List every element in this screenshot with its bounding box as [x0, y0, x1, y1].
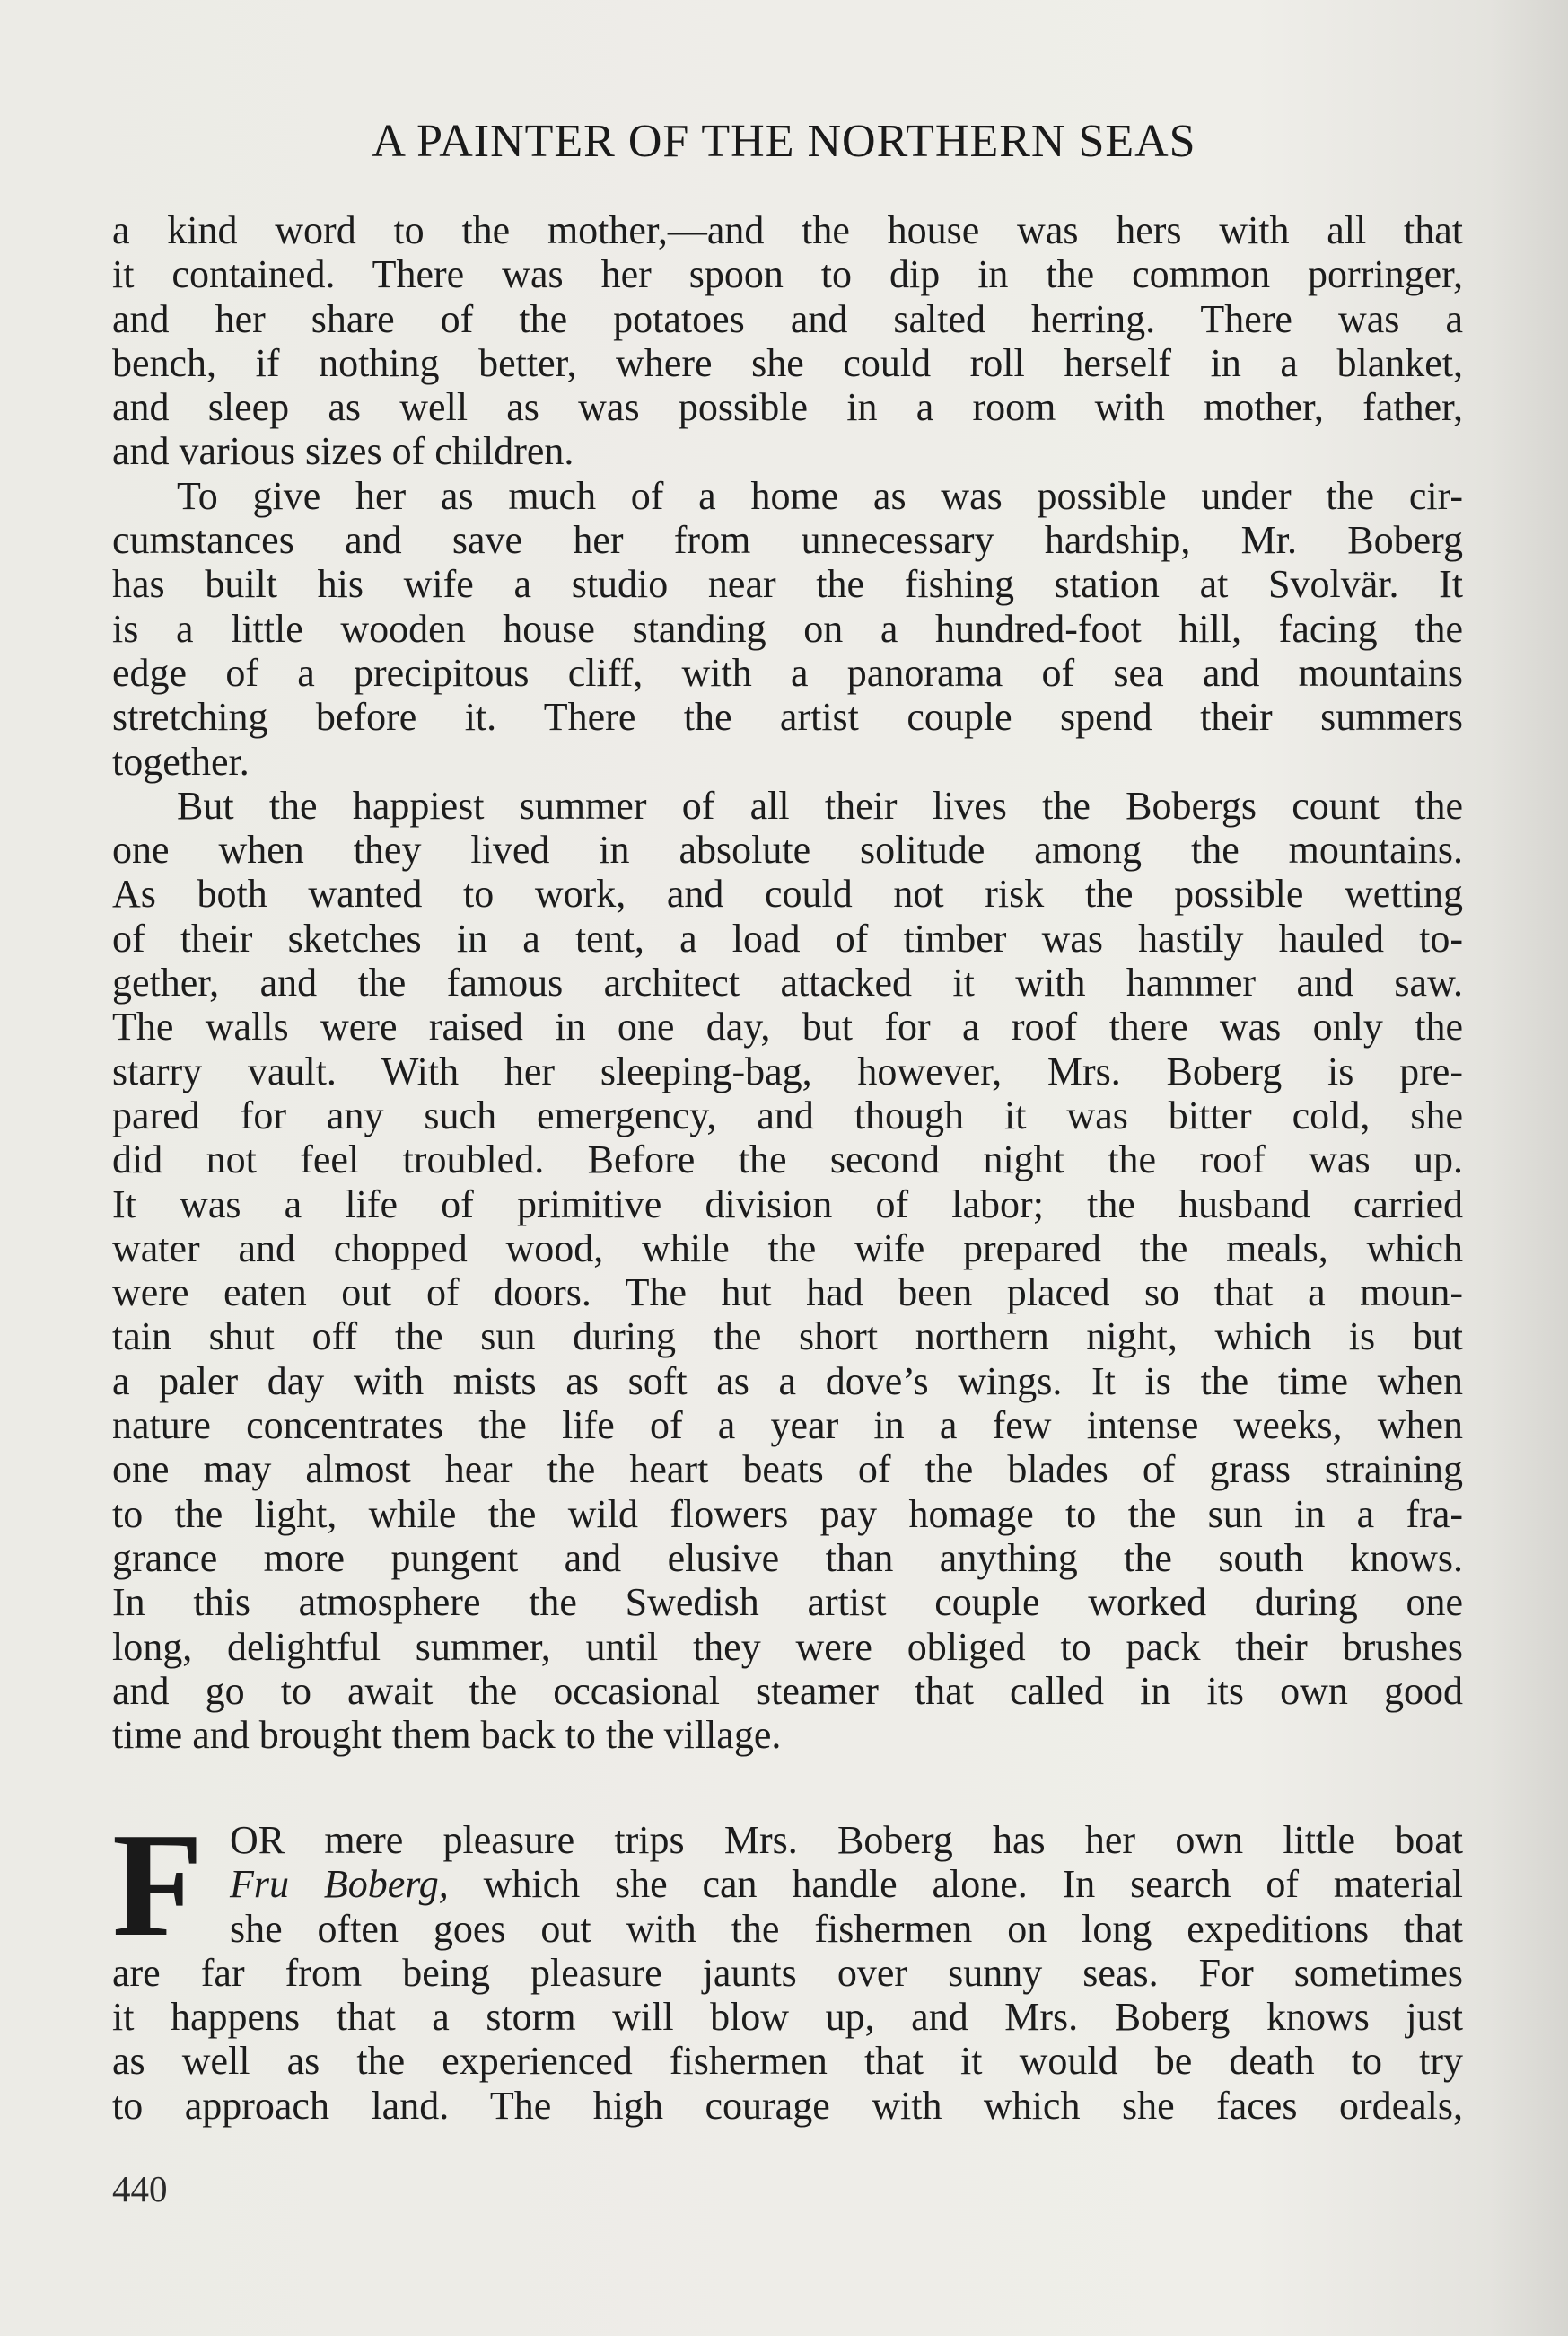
- text-line: a kind word to the mother,—and the house was hers with all that: [112, 208, 1463, 252]
- text-line: of their sketches in a tent, a load of timber was hastily hauled to-: [112, 916, 1463, 961]
- text-line: To give her as much of a home as was possible under the cir-: [177, 473, 1463, 518]
- text-line: a paler day with mists as soft as a dove’s wings. It is the time when: [112, 1358, 1463, 1403]
- boat-name: Fru Boberg,: [230, 1862, 449, 1907]
- text-line: bench, if nothing better, where she could roll herself in a blanket,: [112, 340, 1463, 385]
- text-line: grance more pungent and elusive than anything the south knows.: [112, 1535, 1463, 1580]
- text-line: stretching before it. There the artist couple spend their summers: [112, 695, 1463, 740]
- text-line: cumstances and save her from unnecessary hardship, Mr. Boberg: [112, 518, 1463, 563]
- text-line: edge of a precipitous cliff, with a panorama of sea and mountains: [112, 650, 1463, 695]
- text-line: did not feel troubled. Before the second night the roof was up.: [112, 1137, 1463, 1182]
- text-line: The walls were raised in one day, but for a roof there was only the: [112, 1005, 1463, 1049]
- text-line: pared for any such emergency, and though it was bitter cold, she: [112, 1093, 1463, 1137]
- page-number: 440: [112, 2168, 168, 2209]
- text-line: and various sizes of children.: [112, 429, 574, 474]
- text-line: as well as the experienced fishermen that it would be death to try: [112, 2039, 1463, 2084]
- text-line: time and brought them back to the village.: [112, 1713, 782, 1758]
- smallcaps-lead: OR: [230, 1818, 285, 1862]
- text-line: [112, 1862, 1463, 1906]
- section-text-block: [112, 1802, 1463, 2128]
- text-line: were eaten out of doors. The hut had been placed so that a moun-: [112, 1270, 1463, 1315]
- text-line: tain shut off the sun during the short northern night, which is but: [112, 1314, 1463, 1359]
- text-line: starry vault. With her sleeping-bag, however, Mrs. Boberg is pre-: [112, 1049, 1463, 1093]
- drop-cap: F: [112, 1802, 204, 1967]
- text-line: It was a life of primitive division of labor; the husband carried: [112, 1181, 1463, 1226]
- text-line: In this atmosphere the Swedish artist couple worked during one: [112, 1580, 1463, 1625]
- body-text-block: [112, 208, 1463, 1757]
- text-line: and her share of the potatoes and salted herring. There was a: [112, 296, 1463, 341]
- text-line: are far from being pleasure jaunts over sunny seas. For sometimes: [112, 1950, 1463, 1995]
- text-line: But the happiest summer of all their lives the Bobergs count the: [177, 783, 1463, 828]
- text-line: has built his wife a studio near the fishing station at Svolvär. It: [112, 562, 1463, 607]
- text-line: gether, and the famous architect attacked it with hammer and saw.: [112, 961, 1463, 1006]
- text-line: [112, 1818, 1463, 1862]
- text-line: As both wanted to work, and could not risk the possible wetting: [112, 872, 1463, 917]
- text-lines-rest: [112, 1951, 1463, 2128]
- text-line: to the light, while the wild flowers pay homage to the sun in a fra-: [112, 1491, 1463, 1536]
- text-line: it contained. There was her spoon to dip in the common porringer,: [112, 252, 1463, 297]
- text-line-rest: mere pleasure trips Mrs. Boberg has her own little boat: [285, 1818, 1463, 1862]
- text-line: together.: [112, 739, 250, 784]
- text-line: to approach land. The high courage with which she faces ordeals,: [112, 2083, 1463, 2128]
- text-line-rest: which she can handle alone. In search of material: [448, 1862, 1463, 1907]
- text-line: is a little wooden house standing on a hundred-foot hill, facing the: [112, 606, 1463, 651]
- text-line: and go to await the occasional steamer that called in its own good: [112, 1668, 1463, 1713]
- text-line: and sleep as well as was possible in a room with mother, father,: [112, 385, 1463, 430]
- text-line: long, delightful summer, until they were obliged to pack their brushes: [112, 1624, 1463, 1669]
- text-line: she often goes out with the fishermen on long expeditions that: [230, 1906, 1463, 1951]
- text-line: water and chopped wood, while the wife prepared the meals, which: [112, 1225, 1463, 1270]
- text-line: one when they lived in absolute solitude among the mountains.: [112, 828, 1463, 873]
- running-head: A PAINTER OF THE NORTHERN SEAS: [372, 116, 1196, 167]
- text-line: nature concentrates the life of a year in a few intense weeks, when: [112, 1403, 1463, 1448]
- text-line: one may almost hear the heart beats of the blades of grass straining: [112, 1447, 1463, 1492]
- text-line: it happens that a storm will blow up, and Mrs. Boberg knows just: [112, 1995, 1463, 2040]
